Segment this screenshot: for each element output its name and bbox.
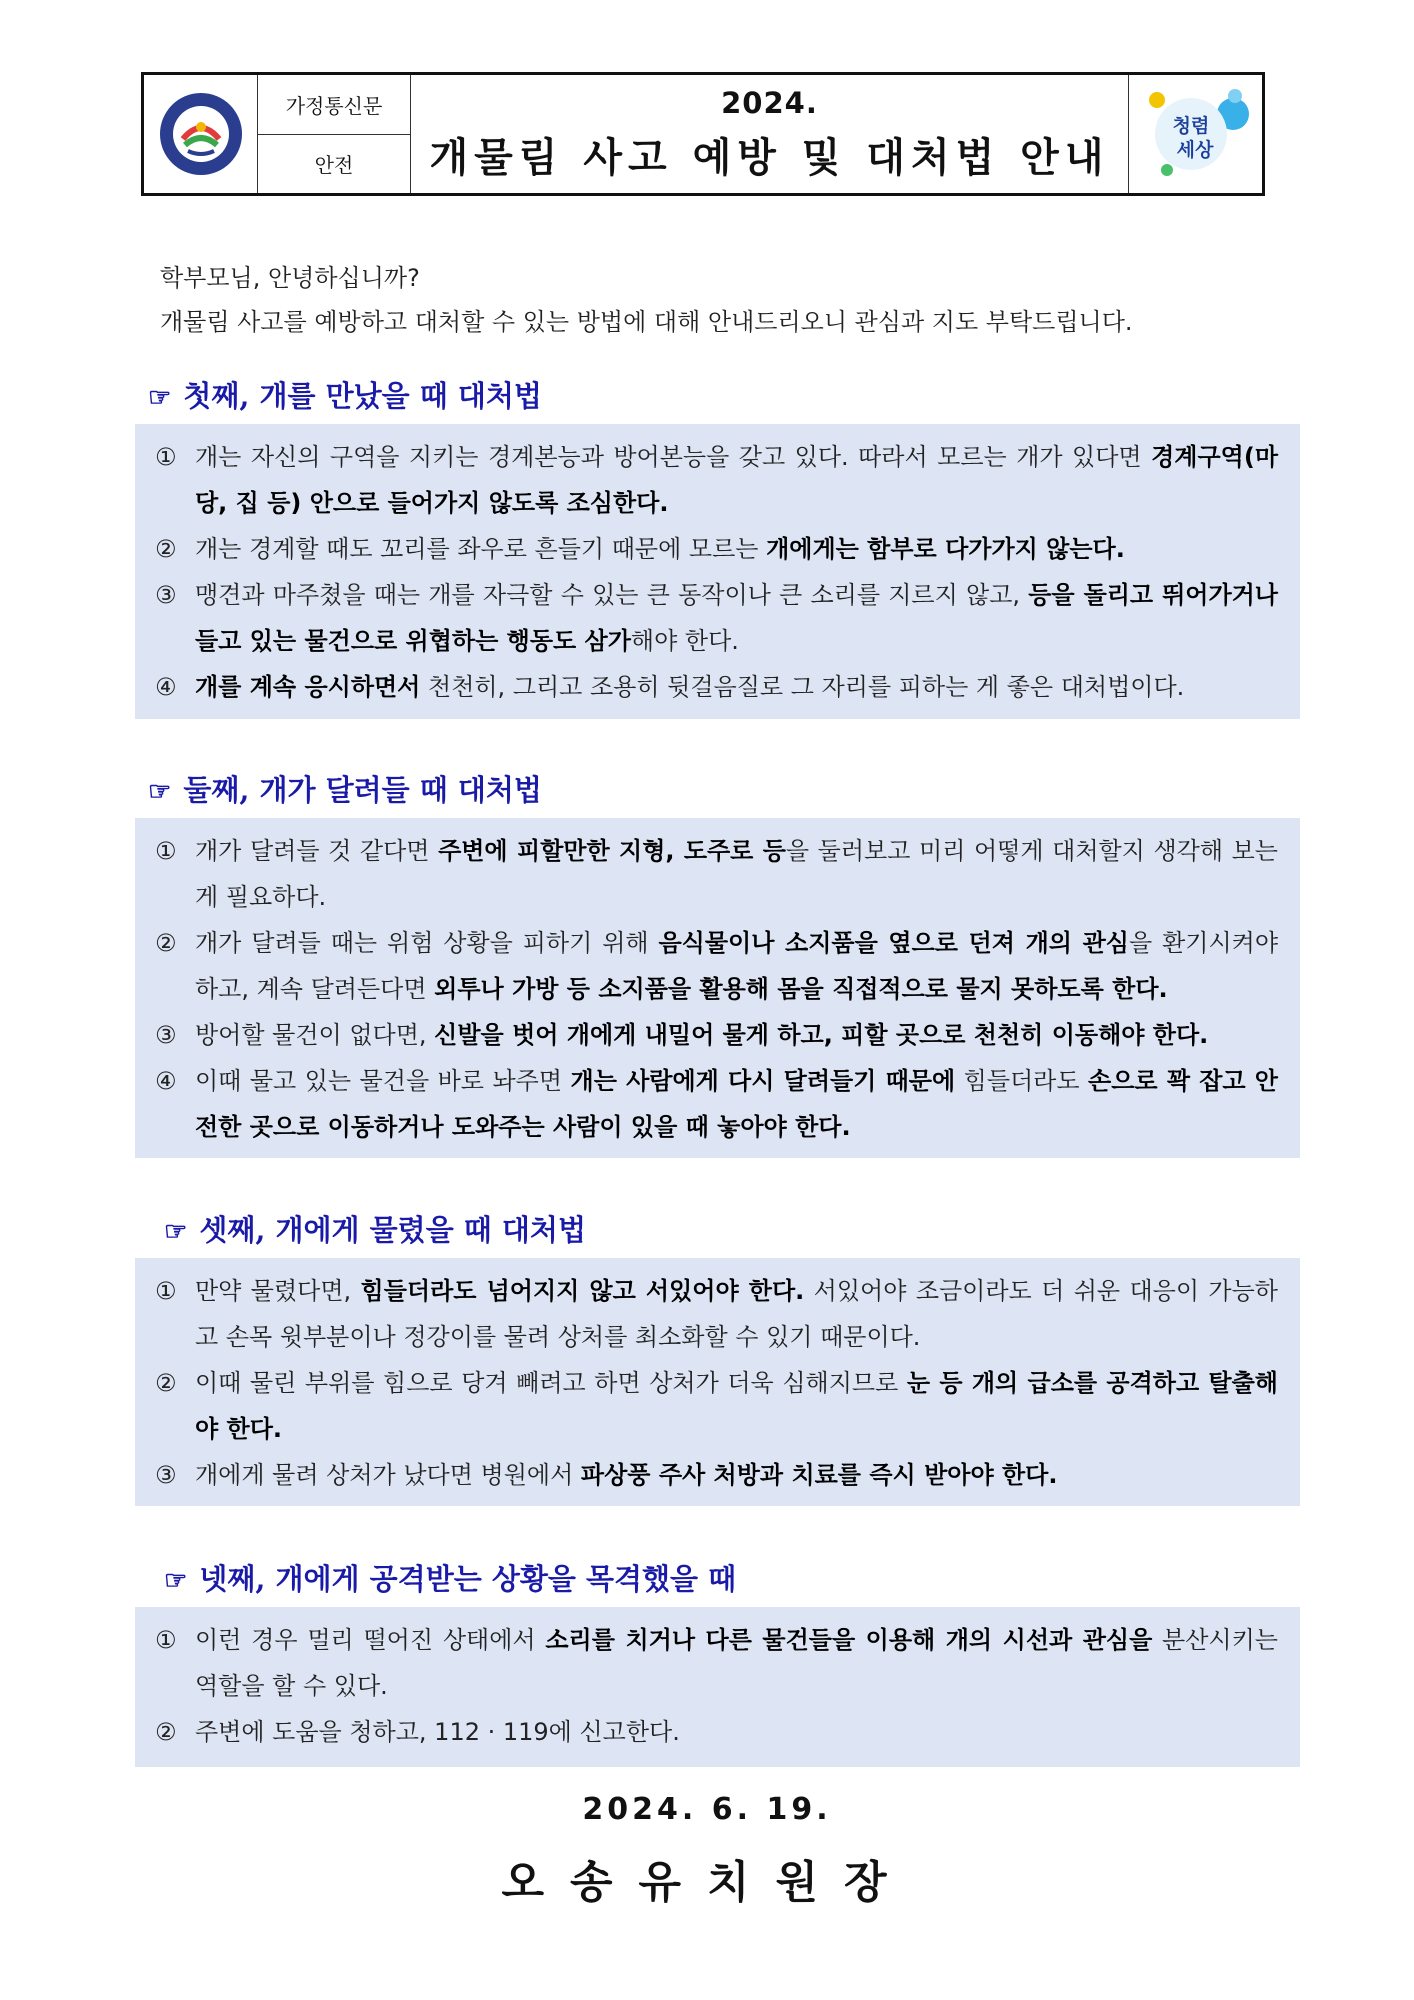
section-heading-text: 첫째, 개를 만났을 때 대처법: [183, 379, 542, 413]
title-cell: [411, 75, 1129, 193]
category-subject: 안전: [314, 153, 354, 178]
item-number: ②: [155, 1718, 177, 1746]
section-heading-3: [164, 1208, 586, 1249]
emphasis-text: 경계구역(마당, 집 등) 안으로 들어가지 않도록 조심한다.: [195, 443, 1278, 517]
item-text: [195, 828, 1278, 920]
intro-line: 개물림 사고를 예방하고 대처할 수 있는 방법에 대해 안내드리오니 관심과 지도 부탁드립니다.: [160, 308, 1133, 336]
list-item: [155, 434, 1278, 526]
integrity-slogan-icon: [1137, 84, 1255, 184]
svg-text:세상: 세상: [1176, 139, 1213, 161]
item-text: [195, 1360, 1278, 1452]
body-text: 개는 경계할 때도 꼬리를 좌우로 흔들기 때문에 모르는: [195, 535, 767, 563]
list-item: [155, 1268, 1278, 1360]
item-number: ③: [155, 1461, 177, 1489]
item-text: [195, 1452, 1278, 1498]
pointing-hand-icon: ☞: [148, 777, 172, 807]
item-number: ②: [155, 1369, 177, 1397]
body-text: 천천히, 그리고 조용히 뒷걸음질로 그 자리를 피하는 게 좋은 대처법이다.: [420, 673, 1185, 701]
body-text: 주변에 도움을 청하고, 112 · 119에 신고한다.: [195, 1718, 680, 1746]
pointing-hand-icon: ☞: [164, 1566, 188, 1596]
item-text: [195, 1268, 1278, 1360]
svg-text:청렴: 청렴: [1172, 115, 1209, 137]
item-text: [195, 1709, 1278, 1755]
body-text: 개에게 물려 상처가 났다면 병원에서: [195, 1461, 581, 1489]
body-text: 개가 달려들 때는 위험 상황을 피하기 위해: [195, 929, 659, 957]
kindergarten-emblem-icon: [158, 91, 244, 177]
list-item: [155, 1709, 1278, 1755]
list-item: [155, 920, 1278, 1012]
item-number: ②: [155, 535, 177, 563]
section-box-1: [135, 424, 1300, 719]
page-title: 개물림 사고 예방 및 대처법 안내: [429, 134, 1110, 181]
item-number: ③: [155, 581, 177, 609]
list-item: [155, 572, 1278, 664]
section-heading-text: 둘째, 개가 달려들 때 대처법: [183, 773, 542, 807]
item-number: ①: [155, 837, 177, 865]
body-text: 해야 한다.: [630, 627, 739, 655]
emphasis-text: 음식물이나 소지품을 옆으로 던져 개의 관심: [658, 929, 1129, 957]
item-text: [195, 526, 1278, 572]
emphasis-text: 손으로 꽉 잡고 안전한 곳으로 이동하거나 도와주는 사람이 있을 때 놓아야 한다.: [195, 1067, 1278, 1141]
emphasis-text: 신발을 벗어 개에게 내밀어 물게 하고, 피할 곳으로 천천히 이동해야 한다.: [434, 1021, 1209, 1049]
intro-text: [160, 256, 1133, 344]
body-text: 분산시키는 역할을 할 수 있다.: [195, 1626, 1278, 1700]
list-item: [155, 1012, 1278, 1058]
list-item: [155, 526, 1278, 572]
section-box-3: [135, 1258, 1300, 1506]
item-text: [195, 434, 1278, 526]
item-number: ①: [155, 1277, 177, 1305]
body-text: 이런 경우 멀리 떨어진 상태에서: [195, 1626, 546, 1654]
integrity-logo: [1129, 75, 1262, 193]
body-text: 을 환기시켜야 하고, 계속 달려든다면: [195, 929, 1279, 1003]
title-year: 2024.: [721, 85, 818, 120]
body-text: 개가 달려들 것 같다면: [195, 837, 439, 865]
list-item: [155, 1617, 1278, 1709]
list-item: [155, 1452, 1278, 1498]
section-heading-1: [148, 374, 542, 415]
emphasis-text: 파상풍 주사 처방과 치료를 즉시 받아야 한다.: [580, 1461, 1058, 1489]
emphasis-text: 힘들더라도 넘어지지 않고 서있어야 한다.: [360, 1277, 805, 1305]
item-number: ④: [155, 1067, 177, 1095]
category-type: 가정통신문: [258, 75, 410, 135]
body-text: 힘들더라도: [955, 1067, 1089, 1095]
section-box-2: [135, 818, 1300, 1158]
signature: 오송유치원장: [501, 1857, 913, 1908]
item-number: ④: [155, 673, 177, 701]
list-item: [155, 1058, 1278, 1150]
item-number: ②: [155, 929, 177, 957]
item-number: ①: [155, 443, 177, 471]
emphasis-text: 개에게는 함부로 다가가지 않는다.: [766, 535, 1125, 563]
body-text: 을 둘러보고 미리 어떻게 대처할지 생각해 보는 게 필요하다.: [195, 837, 1278, 911]
category-cell: [258, 75, 411, 193]
list-item: [155, 1360, 1278, 1452]
pointing-hand-icon: ☞: [148, 383, 172, 413]
emphasis-text: 등을 돌리고 뛰어가거나 들고 있는 물건으로 위협하는 행동도 삼가: [195, 581, 1278, 655]
greeting-line: 학부모님, 안녕하십니까?: [160, 264, 420, 292]
section-heading-text: 셋째, 개에게 물렸을 때 대처법: [199, 1213, 586, 1247]
item-text: [195, 664, 1278, 710]
section-heading-2: [148, 768, 542, 809]
item-text: [195, 920, 1278, 1012]
list-item: [155, 664, 1278, 710]
section-heading-text: 넷째, 개에게 공격받는 상황을 목격했을 때: [199, 1562, 737, 1596]
kindergarten-logo: [144, 75, 258, 193]
item-text: [195, 1617, 1278, 1709]
document-date: 2024. 6. 19.: [582, 1792, 832, 1827]
body-text: 개는 자신의 구역을 지키는 경계본능과 방어본능을 갖고 있다. 따라서 모르는 개가 있다면: [195, 443, 1152, 471]
body-text: 만약 물렸다면,: [195, 1277, 361, 1305]
item-number: ③: [155, 1021, 177, 1049]
body-text: 방어할 물건이 없다면,: [195, 1021, 435, 1049]
item-number: ①: [155, 1626, 177, 1654]
emphasis-text: 눈 등 개의 급소를 공격하고 탈출해야 한다.: [195, 1369, 1278, 1443]
emphasis-text: 외투나 가방 등 소지품을 활용해 몸을 직접적으로 물지 못하도록 한다.: [434, 975, 1168, 1003]
item-text: [195, 1058, 1278, 1150]
document-header: [141, 72, 1265, 196]
pointing-hand-icon: ☞: [164, 1217, 188, 1247]
emphasis-text: 개는 사람에게 다시 달려들기 때문에: [570, 1067, 956, 1095]
emphasis-text: 주변에 피할만한 지형, 도주로 등: [438, 837, 786, 865]
section-box-4: [135, 1607, 1300, 1767]
body-text: 이때 물고 있는 물건을 바로 놔주면: [195, 1067, 571, 1095]
body-text: 맹견과 마주쳤을 때는 개를 자극할 수 있는 큰 동작이나 큰 소리를 지르지 않고,: [195, 581, 1029, 609]
body-text: 서있어야 조금이라도 더 쉬운 대응이 가능하고 손목 윗부분이나 정강이를 물려 상처를 최소화할 수 있기 때문이다.: [195, 1277, 1278, 1351]
emphasis-text: 소리를 치거나 다른 물건들을 이용해 개의 시선과 관심을: [545, 1626, 1153, 1654]
emphasis-text: 개를 계속 응시하면서: [195, 673, 421, 701]
item-text: [195, 1012, 1278, 1058]
body-text: 이때 물린 부위를 힘으로 당겨 빼려고 하면 상처가 더욱 심해지므로: [195, 1369, 907, 1397]
list-item: [155, 828, 1278, 920]
section-heading-4: [164, 1557, 736, 1598]
item-text: [195, 572, 1278, 664]
